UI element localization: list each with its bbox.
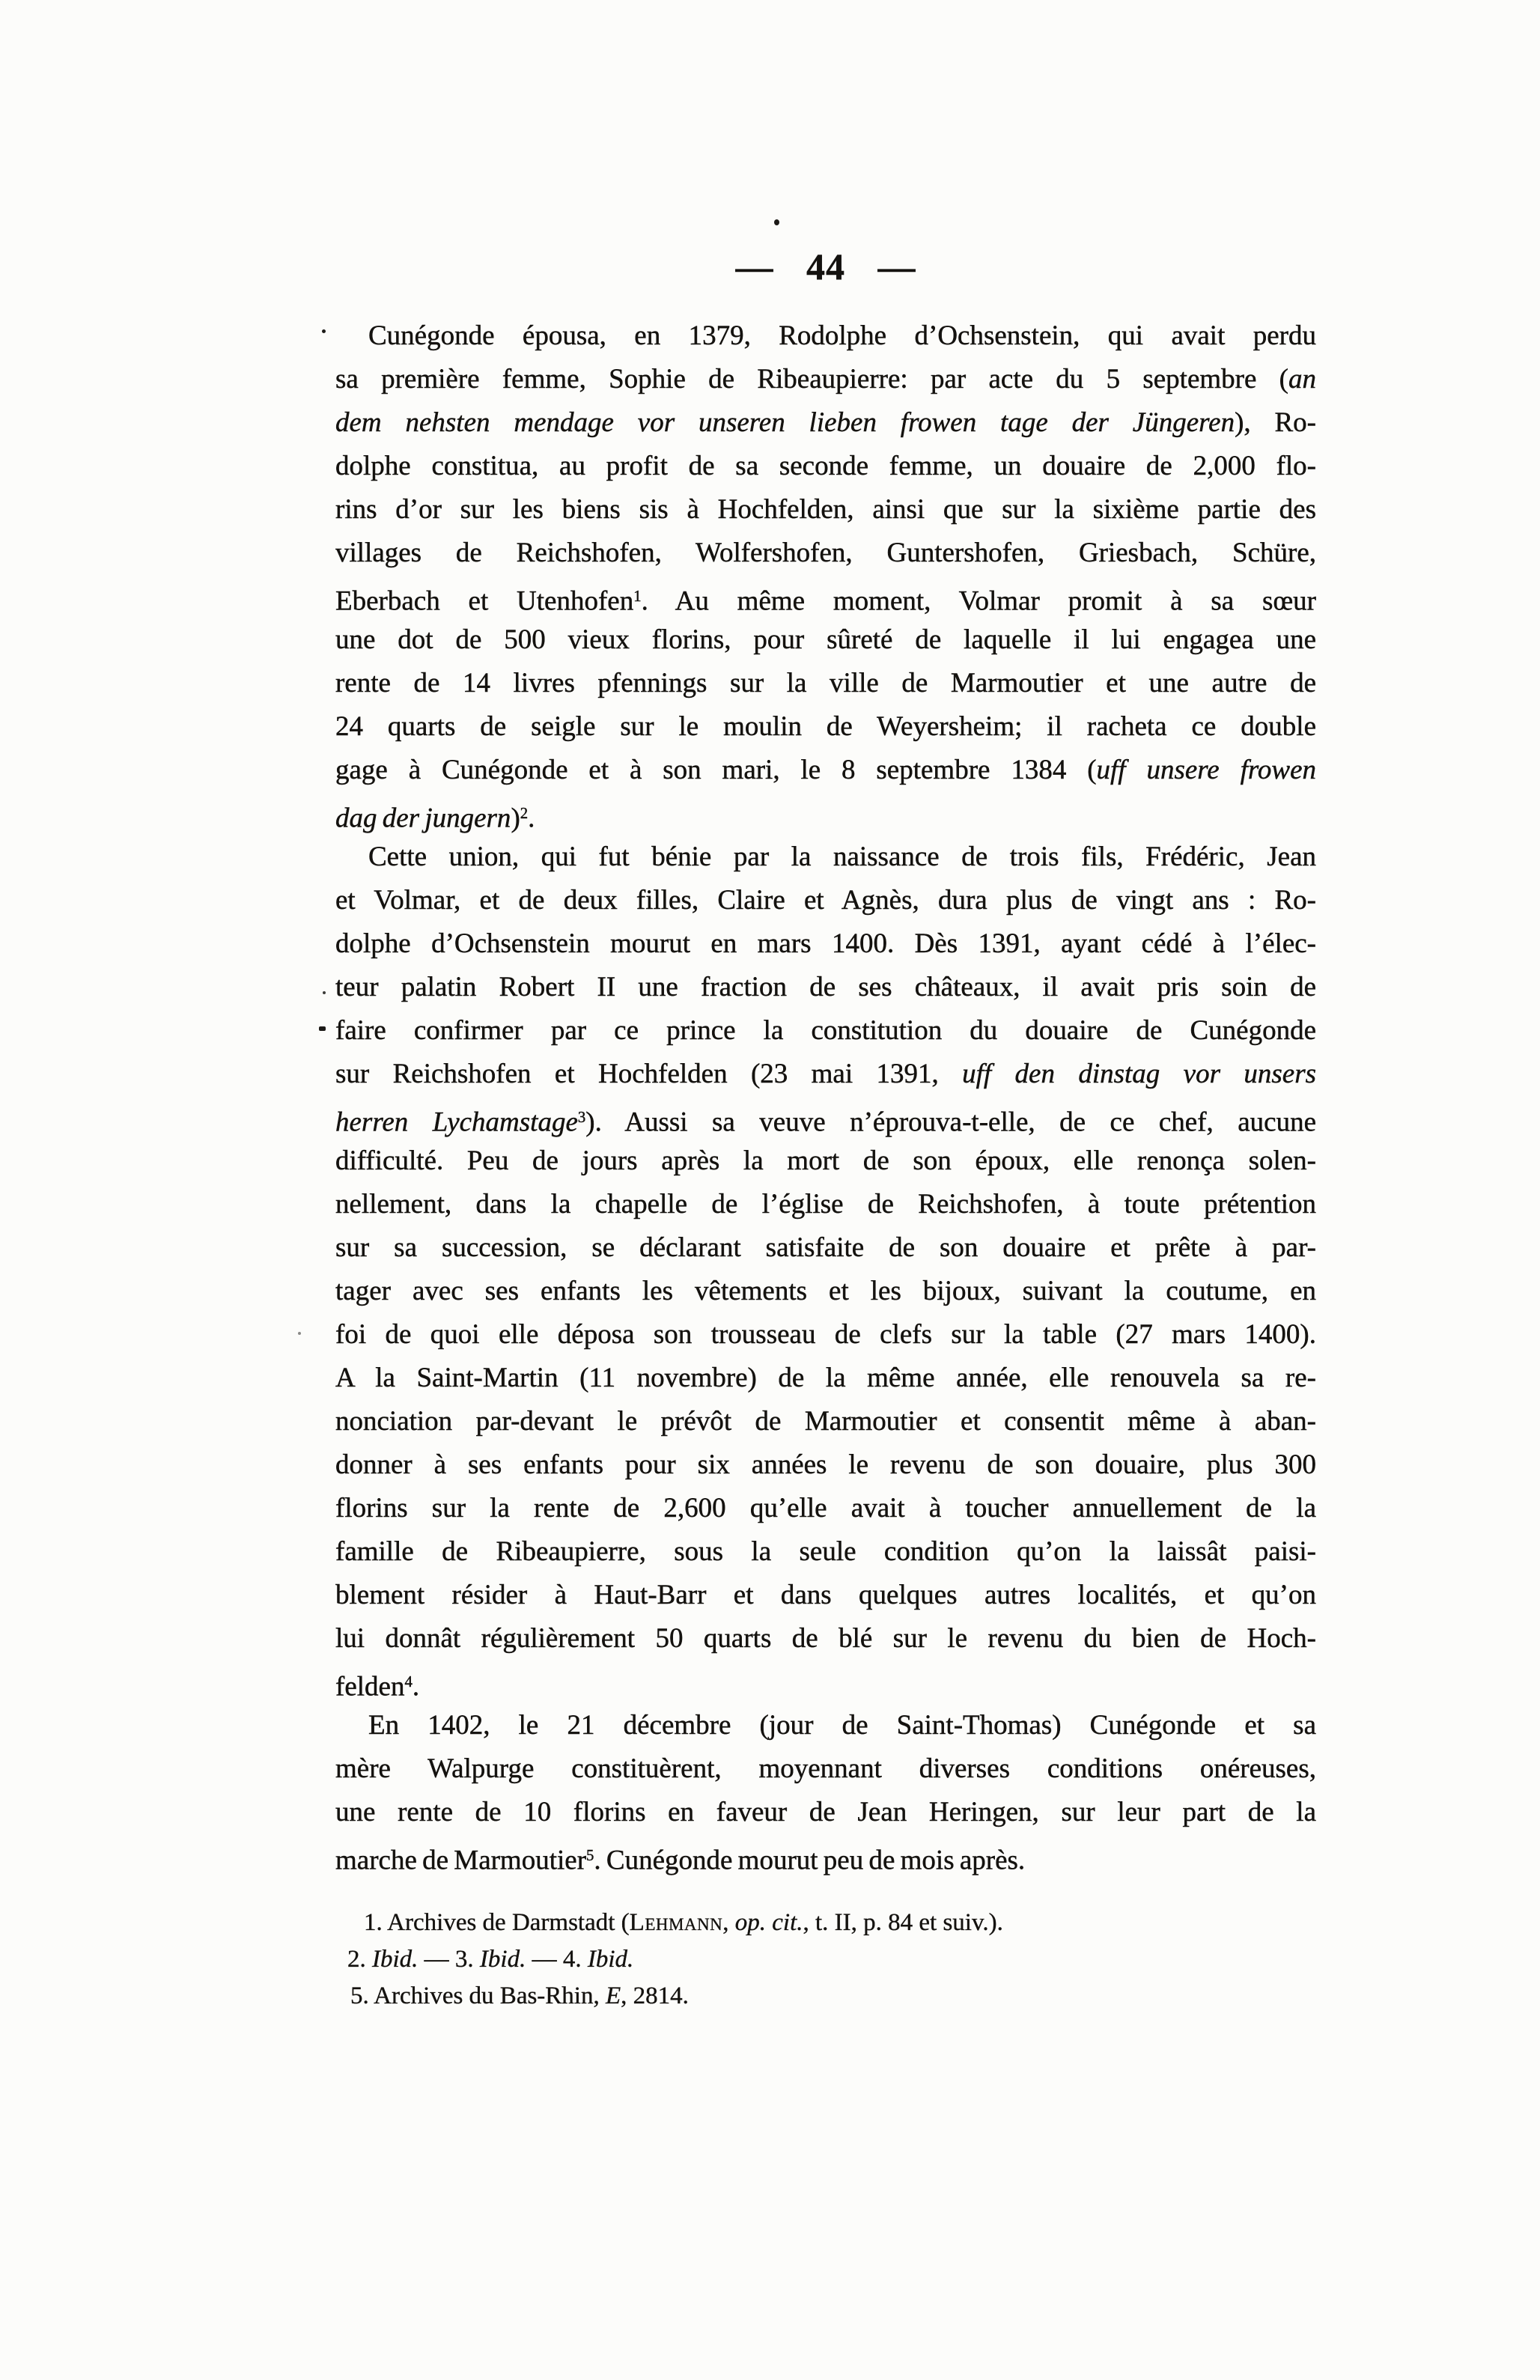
text-segment: nonciation par-devant le prévôt de Marmoutier et consentit même à aban- [335,1406,1316,1437]
text-segment: une rente de 10 florins en faveur de Jean Heringen, sur leur part de la [335,1797,1316,1827]
ink-speck [298,1332,301,1335]
text-segment: Ibid. [587,1946,634,1973]
text-segment: une dot de 500 vieux florins, pour sûreté de laquelle il lui engagea une [335,624,1316,655]
footnote-item [335,1978,1316,2015]
text-line [335,1617,1316,1661]
text-line [335,1704,1316,1747]
text-line [335,1313,1316,1357]
text-segment: famille de Ribeaupierre, sous la seule condition qu’on la laissât paisi- [335,1536,1316,1567]
text-line [335,1530,1316,1574]
text-line [335,966,1316,1009]
text-line [335,1139,1316,1183]
text-segment: foi de quoi elle déposa son trousseau de clefs sur la table (27 mars 1400). [335,1319,1316,1350]
footnote-reference: 2 [520,806,529,822]
ink-speck [323,991,326,994]
footnote-reference: 1 [633,588,642,605]
text-line [335,1791,1316,1834]
text-line [335,662,1316,705]
text-line [335,792,1316,836]
text-segment: rins d’or sur les biens sis à Hochfelden, ainsi que sur la sixième partie des [335,494,1316,525]
text-segment: Ibid. [372,1946,419,1973]
text-segment: difficulté. Peu de jours après la mort de son époux, elle renonça solen- [335,1145,1316,1176]
text-segment: sur Reichshofen et Hochfelden (23 mai 1391, [335,1059,963,1089]
text-line [335,1661,1316,1704]
text-segment: blement résider à Haut-Barr et dans quelques autres localités, et qu’on [335,1580,1316,1610]
text-line [335,1009,1316,1053]
footnotes [335,1905,1316,2015]
text-line [335,488,1316,532]
text-segment: herren Lychamstage [335,1107,578,1138]
text-line [335,1053,1316,1096]
text-segment: — 4. [526,1946,588,1973]
ink-speck [322,329,326,333]
text-segment: . Au même moment, Volmar promit à sa sœur [641,585,1316,617]
text-segment: E [605,1982,621,2009]
text-segment: uff den dinstag vor unsers [962,1059,1316,1089]
text-segment: ) [511,803,520,834]
text-line [335,836,1316,879]
text-segment: villages de Reichshofen, Wolfershofen, Guntershofen, Griesbach, Schüre, [335,538,1316,568]
text-line [335,1096,1316,1139]
text-line [335,445,1316,488]
text-segment: lui donnât régulièrement 50 quarts de blé sur le revenu du bien de Hoch- [335,1623,1316,1654]
text-line [335,749,1316,792]
text-segment: 2. [347,1946,372,1973]
text-segment: dolphe constitua, au profit de sa seconde femme, un douaire de 2,000 flo- [335,451,1316,481]
text-segment: felden [335,1671,405,1702]
text-segment: 5. Archives du Bas-Rhin, [350,1982,606,2009]
footnote-reference: 3 [577,1110,586,1126]
footnote-reference: 5 [586,1848,594,1864]
footnote-item [335,1905,1316,1941]
text-segment: Cette union, qui fut bénie par la naissance de trois fils, Frédéric, Jean [368,841,1316,872]
text-segment: nellement, dans la chapelle de l’église de Reichshofen, à toute prétention [335,1189,1316,1220]
text-line [335,358,1316,401]
text-line [335,922,1316,966]
text-segment: op. cit. [734,1909,803,1936]
text-segment: , t. II, p. 84 et suiv.). [803,1909,1003,1936]
text-line [335,618,1316,662]
text-segment: dag der jungern [335,803,511,834]
text-segment: En 1402, le 21 décembre (jour de Saint-Thomas) Cunégonde et sa [368,1710,1316,1741]
page-header [335,245,1316,288]
text-segment: tager avec ses enfants les vêtements et les bijoux, suivant la coutume, en [335,1276,1316,1306]
text-segment: , 2814. [621,1982,689,2009]
text-segment: sa première femme, Sophie de Ribeaupierre: par acte du 5 septembre ( [335,364,1288,395]
text-segment: , [722,1909,735,1936]
footnote-item [335,1941,1316,1978]
text-segment: florins sur la rente de 2,600 qu’elle avait à toucher annuellement de la [335,1493,1316,1524]
text-segment: . [412,1671,420,1702]
text-line [335,1270,1316,1313]
text-segment: 24 quarts de seigle sur le moulin de Weyersheim; il racheta ce double [335,711,1316,742]
text-line [335,1747,1316,1791]
text-segment: donner à ses enfants pour six années le revenu de son douaire, plus 300 [335,1449,1316,1480]
text-segment: et Volmar, et de deux filles, Claire et Agnès, dura plus de vingt ans : Ro- [335,885,1316,916]
text-segment: Lehmann [629,1909,723,1936]
text-line [335,575,1316,618]
text-segment: marche de Marmoutier [335,1845,587,1876]
text-segment: Eberbach et Utenhofen [335,585,634,617]
text-line [335,1226,1316,1270]
ink-speck [319,1026,326,1031]
text-line [335,401,1316,445]
text-segment: gage à Cunégonde et à son mari, le 8 septembre 1384 ( [335,755,1097,785]
text-segment: dolphe d’Ochsenstein mourut en mars 1400. Dès 1391, ayant cédé à l’élec- [335,928,1316,959]
text-segment: teur palatin Robert II une fraction de ses châteaux, il avait pris soin de [335,972,1316,1002]
text-line [335,314,1316,358]
body-text [335,314,1316,1878]
text-segment: Ibid. [479,1946,526,1973]
text-segment: A la Saint-Martin (11 novembre) de la même année, elle renouvela sa re- [335,1363,1316,1393]
text-segment: rente de 14 livres pfennings sur la ville de Marmoutier et une autre de [335,668,1316,699]
text-segment: uff unsere frowen [1096,755,1316,785]
text-segment: ), Ro- [1235,407,1316,438]
text-line [335,1574,1316,1617]
text-segment: sur sa succession, se déclarant satisfaite de son douaire et prête à par- [335,1232,1316,1263]
text-segment: an [1288,364,1316,395]
text-segment: — 3. [418,1946,480,1973]
text-line [335,879,1316,922]
text-segment: . Cunégonde mourut peu de mois après. [594,1845,1026,1876]
text-segment: Cunégonde épousa, en 1379, Rodolphe d’Ochsenstein, qui avait perdu [368,320,1316,351]
text-line [335,1443,1316,1487]
text-line [335,1357,1316,1400]
footnote-reference: 4 [404,1674,413,1690]
text-line [335,532,1316,575]
text-segment: 1. Archives de Darmstadt ( [364,1909,630,1936]
text-line [335,1400,1316,1443]
text-line [335,1487,1316,1530]
text-segment: ). Aussi sa veuve n’éprouva-t-elle, de ce chef, aucune [585,1107,1316,1138]
text-segment: dem nehsten mendage vor unseren lieben frowen tage der Jüngeren [335,407,1235,438]
text-line [335,705,1316,749]
text-line [335,1834,1316,1878]
text-line [335,1183,1316,1226]
ink-speck [774,219,779,225]
page-number: — 44 — [735,246,916,287]
text-segment: mère Walpurge constituèrent, moyennant diverses conditions onéreuses, [335,1753,1316,1784]
text-segment: . [528,803,535,834]
text-segment: faire confirmer par ce prince la constitution du douaire de Cunégonde [335,1015,1316,1046]
